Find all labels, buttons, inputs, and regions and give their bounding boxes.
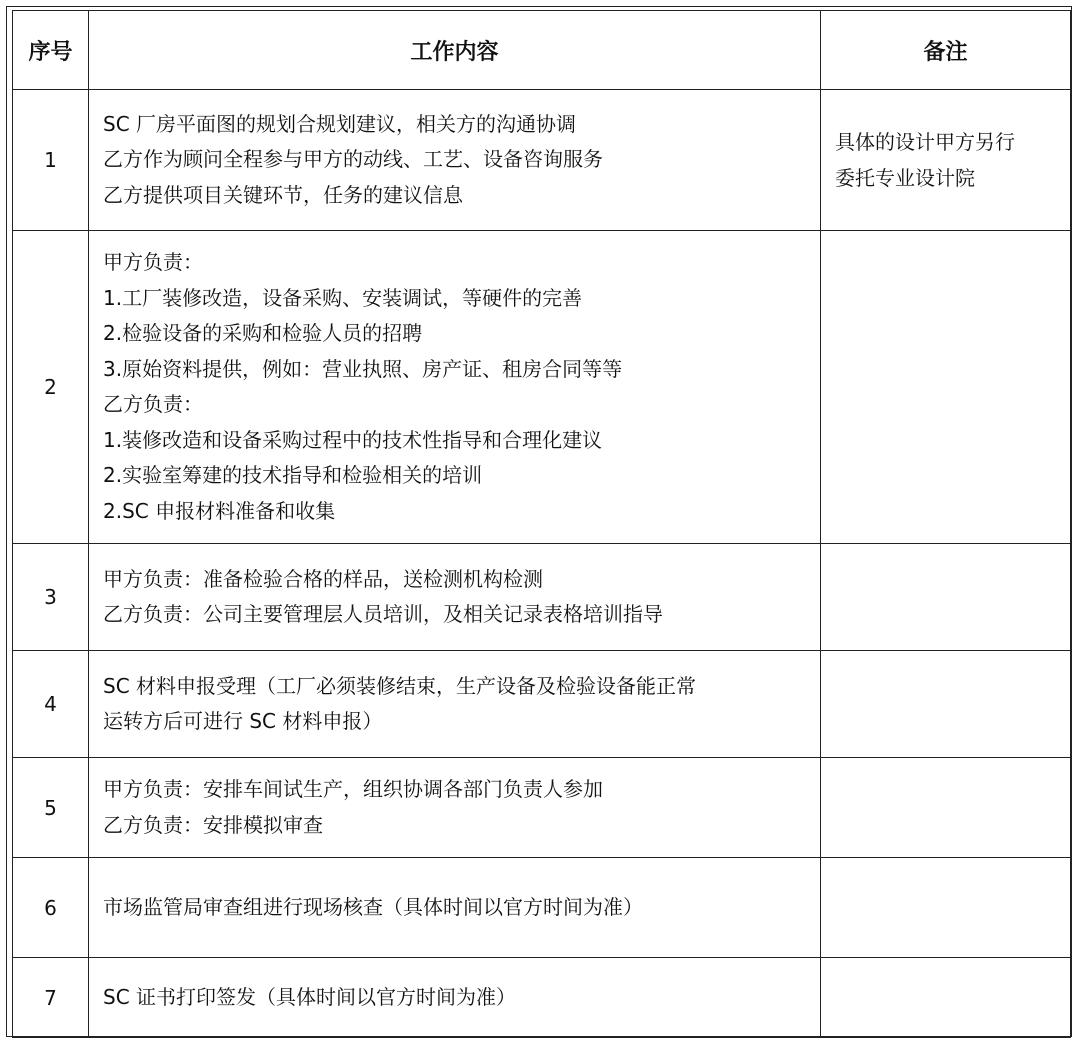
row-content [89,651,821,758]
header-number: 序号 [13,11,89,90]
table-row [13,231,1071,544]
row-note [821,90,1071,231]
note-line: 具体的设计甲方另行 [835,130,1015,154]
table-row [13,651,1071,758]
content-line: 乙方负责：公司主要管理层人员培训，及相关记录表格培训指导 [103,602,663,626]
content-line: 甲方负责：准备检验合格的样品，送检测机构检测 [103,566,543,591]
content-line: 市场监管局审查组进行现场核查（具体时间以官方时间为准） [103,894,643,919]
content-line: 1.装修改造和设备采购过程中的技术性指导和合理化建议 [103,427,603,452]
header-note: 备注 [821,11,1071,90]
note-line: 委托专业设计院 [835,166,975,190]
row-number: 7 [13,958,89,1038]
header-row [13,11,1071,90]
row-content [89,231,821,544]
content-line: SC 证书打印签发（具体时间以官方时间为准） [103,984,517,1009]
row-content [89,858,821,958]
table-row [13,958,1071,1038]
table-row [13,544,1071,651]
table-row [13,758,1071,858]
row-number: 3 [13,544,89,651]
row-content [89,758,821,858]
content-line: 乙方作为顾问全程参与甲方的动线、工艺、设备咨询服务 [103,147,603,172]
content-line: SC 材料申报受理（工厂必须装修结束，生产设备及检验设备能正常 [103,673,697,698]
row-note [821,858,1071,958]
content-line: 甲方负责： [103,250,203,274]
table-row [13,858,1071,958]
content-line: 2.检验设备的采购和检验人员的招聘 [103,321,423,345]
row-number: 5 [13,758,89,858]
row-content [89,544,821,651]
content-line: 甲方负责：安排车间试生产，组织协调各部门负责人参加 [103,777,603,801]
row-number: 4 [13,651,89,758]
row-note [821,544,1071,651]
content-line: 乙方负责： [103,392,203,416]
row-note [821,958,1071,1038]
content-line: SC 厂房平面图的规划合规划建议，相关方的沟通协调 [103,111,577,136]
content-line: 乙方负责：安排模拟审查 [103,812,323,837]
row-number: 6 [13,858,89,958]
row-note [821,651,1071,758]
content-line: 1.工厂装修改造，设备采购、安装调试，等硬件的完善 [103,285,583,310]
table-row [13,90,1071,231]
row-note [821,758,1071,858]
content-line: 3.原始资料提供，例如：营业执照、房产证、租房合同等等 [103,356,623,381]
content-line: 2.SC 申报材料准备和收集 [103,498,336,523]
content-line: 乙方提供项目关键环节，任务的建议信息 [103,182,463,207]
row-note [821,231,1071,544]
row-content [89,90,821,231]
content-line: 运转方后可进行 SC 材料申报） [103,709,383,733]
row-number: 1 [13,90,89,231]
work-schedule-table [12,10,1071,1038]
content-line: 2.实验室筹建的技术指导和检验相关的培训 [103,463,483,487]
row-number: 2 [13,231,89,544]
row-content [89,958,821,1038]
header-content: 工作内容 [89,11,821,90]
